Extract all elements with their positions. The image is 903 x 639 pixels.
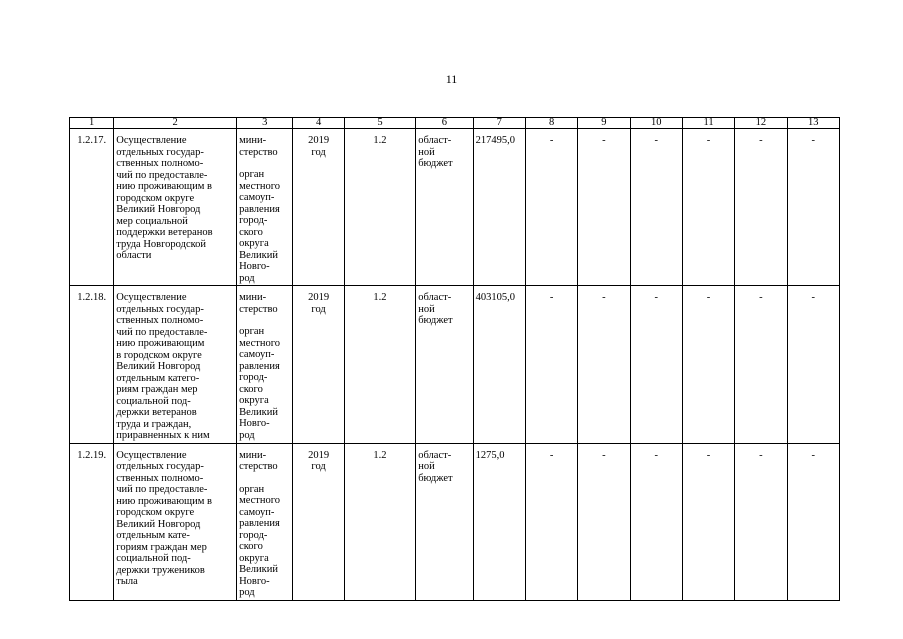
column-header: 11 <box>682 118 734 129</box>
executor-ministry: мини- стерство <box>239 449 278 472</box>
table-row <box>70 286 840 444</box>
amount-cell: 1275,0 <box>473 443 525 600</box>
amount-empty-cell: - <box>735 129 787 286</box>
target-code-cell: 1.2 <box>344 129 415 286</box>
amount-empty-cell: - <box>578 443 630 600</box>
column-header: 10 <box>630 118 682 129</box>
executor-local-authority: орган местного самоуп- равления город- ского округа Великий Новго- род <box>239 169 281 284</box>
row-number: 1.2.18. <box>70 286 114 444</box>
column-header: 5 <box>344 118 415 129</box>
column-header: 13 <box>787 118 839 129</box>
amount-empty-cell: - <box>525 129 577 286</box>
amount-empty-cell: - <box>525 286 577 444</box>
executor-ministry: мини- стерство <box>239 292 278 315</box>
executor-local-authority: орган местного самоуп- равления город- ского округа Великий Новго- род <box>239 326 281 441</box>
row-number: 1.2.17. <box>70 129 114 286</box>
target-code-cell: 1.2 <box>344 286 415 444</box>
column-header: 9 <box>578 118 630 129</box>
amount-empty-cell: - <box>735 443 787 600</box>
executor-local-authority: орган местного самоуп- равления город- ского округа Великий Новго- род <box>239 483 281 598</box>
amount-empty-cell: - <box>578 129 630 286</box>
period-cell: 2019 год <box>293 443 344 600</box>
column-header: 8 <box>525 118 577 129</box>
page-number: 11 <box>445 72 458 86</box>
amount-empty-cell: - <box>578 286 630 444</box>
period-cell: 2019 год <box>293 286 344 444</box>
funding-source-cell: област- ной бюджет <box>416 286 473 444</box>
amount-empty-cell: - <box>735 286 787 444</box>
amount-empty-cell: - <box>787 129 839 286</box>
period-cell: 2019 год <box>293 129 344 286</box>
table-row <box>70 443 840 600</box>
amount-cell: 217495,0 <box>473 129 525 286</box>
column-header: 1 <box>70 118 114 129</box>
executor-cell <box>237 129 293 286</box>
column-header: 7 <box>473 118 525 129</box>
program-activities-table <box>69 117 840 601</box>
funding-source-cell: област- ной бюджет <box>416 443 473 600</box>
amount-cell: 403105,0 <box>473 286 525 444</box>
amount-empty-cell: - <box>630 286 682 444</box>
amount-empty-cell: - <box>787 443 839 600</box>
column-number-row <box>70 118 840 129</box>
amount-empty-cell: - <box>787 286 839 444</box>
row-number: 1.2.19. <box>70 443 114 600</box>
amount-empty-cell: - <box>630 129 682 286</box>
column-header: 12 <box>735 118 787 129</box>
target-code-cell: 1.2 <box>344 443 415 600</box>
column-header: 2 <box>114 118 237 129</box>
activity-title: Осуществление отдельных государ- ственных полномо- чий по предоставле- нию проживающим в городском округе Великий Новгород отдельным кате- гориям граждан мер социальной под- держки тружеников тыла <box>114 443 237 600</box>
activity-title: Осуществление отдельных государ- ственных полномо- чий по предоставле- нию проживающим в городском округе Великий Новгород отдельным катего- риям граждан мер социальной под- держки ветеранов труда и граждан, приравненных к ним <box>114 286 237 444</box>
table-row <box>70 129 840 286</box>
column-header: 4 <box>293 118 344 129</box>
funding-source-cell: област- ной бюджет <box>416 129 473 286</box>
activity-title: Осуществление отдельных государ- ственных полномо- чий по предоставле- нию проживающим в городском округе Великий Новгород мер социальной поддержки ветеранов труда Новгородской области <box>114 129 237 286</box>
column-header: 6 <box>416 118 473 129</box>
column-header: 3 <box>237 118 293 129</box>
amount-empty-cell: - <box>630 443 682 600</box>
executor-cell <box>237 286 293 444</box>
executor-ministry: мини- стерство <box>239 135 278 158</box>
amount-empty-cell: - <box>682 286 734 444</box>
amount-empty-cell: - <box>682 129 734 286</box>
amount-empty-cell: - <box>682 443 734 600</box>
executor-cell <box>237 443 293 600</box>
amount-empty-cell: - <box>525 443 577 600</box>
